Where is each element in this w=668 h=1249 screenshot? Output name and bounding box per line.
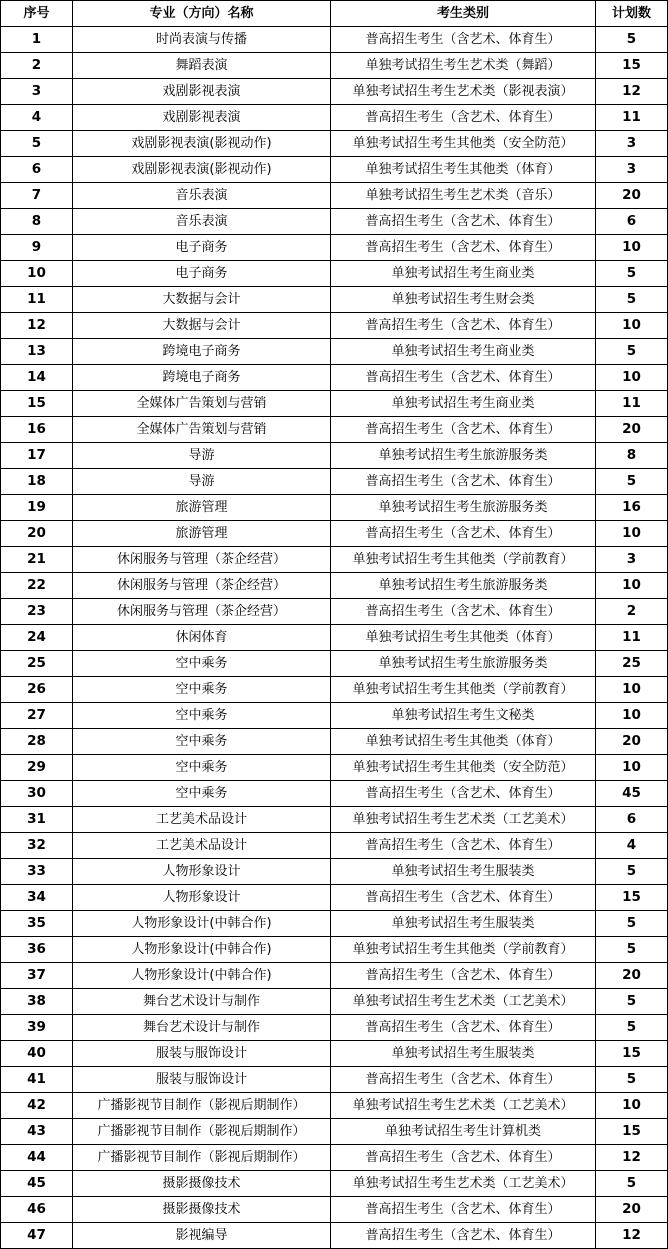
row-plan: 6 bbox=[596, 209, 668, 235]
table-row bbox=[1, 261, 668, 287]
row-major: 工艺美术品设计 bbox=[73, 833, 331, 859]
row-category: 单独考试招生考生其他类（安全防范） bbox=[331, 755, 596, 781]
row-index: 44 bbox=[1, 1145, 73, 1171]
table-row bbox=[1, 937, 668, 963]
row-category: 单独考试招生考生商业类 bbox=[331, 339, 596, 365]
table-row bbox=[1, 521, 668, 547]
row-index: 12 bbox=[1, 313, 73, 339]
table-row bbox=[1, 963, 668, 989]
row-index: 22 bbox=[1, 573, 73, 599]
table-row bbox=[1, 209, 668, 235]
row-category: 单独考试招生考生艺术类（工艺美术） bbox=[331, 989, 596, 1015]
row-major: 跨境电子商务 bbox=[73, 339, 331, 365]
row-plan: 15 bbox=[596, 53, 668, 79]
row-category: 单独考试招生考生艺术类（工艺美术） bbox=[331, 807, 596, 833]
row-plan: 15 bbox=[596, 885, 668, 911]
row-category: 普高招生考生（含艺术、体育生） bbox=[331, 313, 596, 339]
row-plan: 5 bbox=[596, 287, 668, 313]
row-major: 摄影摄像技术 bbox=[73, 1197, 331, 1223]
row-index: 2 bbox=[1, 53, 73, 79]
row-category: 单独考试招生考生旅游服务类 bbox=[331, 495, 596, 521]
table-row bbox=[1, 651, 668, 677]
row-category: 单独考试招生考生艺术类（影视表演） bbox=[331, 79, 596, 105]
table-row bbox=[1, 1171, 668, 1197]
row-major: 人物形象设计 bbox=[73, 859, 331, 885]
row-category: 单独考试招生考生服装类 bbox=[331, 1041, 596, 1067]
row-plan: 5 bbox=[596, 27, 668, 53]
row-category: 普高招生考生（含艺术、体育生） bbox=[331, 521, 596, 547]
row-index: 43 bbox=[1, 1119, 73, 1145]
table-row bbox=[1, 1067, 668, 1093]
table-row bbox=[1, 755, 668, 781]
row-index: 32 bbox=[1, 833, 73, 859]
row-major: 大数据与会计 bbox=[73, 287, 331, 313]
header-index: 序号 bbox=[1, 1, 73, 27]
row-plan: 20 bbox=[596, 183, 668, 209]
row-major: 休闲服务与管理（茶企经营） bbox=[73, 599, 331, 625]
row-category: 单独考试招生考生艺术类（工艺美术） bbox=[331, 1171, 596, 1197]
row-category: 单独考试招生考生其他类（体育） bbox=[331, 157, 596, 183]
row-major: 工艺美术品设计 bbox=[73, 807, 331, 833]
row-category: 单独考试招生考生商业类 bbox=[331, 261, 596, 287]
row-category: 普高招生考生（含艺术、体育生） bbox=[331, 885, 596, 911]
table-row bbox=[1, 703, 668, 729]
row-index: 46 bbox=[1, 1197, 73, 1223]
table-row bbox=[1, 157, 668, 183]
header-plan: 计划数 bbox=[596, 1, 668, 27]
row-major: 全媒体广告策划与营销 bbox=[73, 417, 331, 443]
row-category: 单独考试招生考生商业类 bbox=[331, 391, 596, 417]
table-row bbox=[1, 911, 668, 937]
row-category: 单独考试招生考生其他类（体育） bbox=[331, 729, 596, 755]
row-plan: 20 bbox=[596, 417, 668, 443]
table-row bbox=[1, 989, 668, 1015]
row-major: 舞蹈表演 bbox=[73, 53, 331, 79]
row-plan: 10 bbox=[596, 1093, 668, 1119]
row-major: 旅游管理 bbox=[73, 521, 331, 547]
row-category: 普高招生考生（含艺术、体育生） bbox=[331, 1197, 596, 1223]
row-major: 音乐表演 bbox=[73, 209, 331, 235]
row-plan: 5 bbox=[596, 469, 668, 495]
row-major: 广播影视节目制作（影视后期制作） bbox=[73, 1145, 331, 1171]
row-major: 广播影视节目制作（影视后期制作） bbox=[73, 1093, 331, 1119]
row-index: 45 bbox=[1, 1171, 73, 1197]
row-major: 休闲服务与管理（茶企经营） bbox=[73, 547, 331, 573]
row-plan: 3 bbox=[596, 547, 668, 573]
table-row bbox=[1, 573, 668, 599]
row-index: 28 bbox=[1, 729, 73, 755]
row-category: 普高招生考生（含艺术、体育生） bbox=[331, 235, 596, 261]
table-row bbox=[1, 1015, 668, 1041]
row-major: 电子商务 bbox=[73, 235, 331, 261]
row-index: 18 bbox=[1, 469, 73, 495]
table-row bbox=[1, 885, 668, 911]
row-index: 38 bbox=[1, 989, 73, 1015]
table-row bbox=[1, 1041, 668, 1067]
row-category: 普高招生考生（含艺术、体育生） bbox=[331, 781, 596, 807]
table-row bbox=[1, 53, 668, 79]
table-row bbox=[1, 27, 668, 53]
row-plan: 10 bbox=[596, 365, 668, 391]
row-index: 27 bbox=[1, 703, 73, 729]
row-plan: 15 bbox=[596, 1119, 668, 1145]
row-major: 导游 bbox=[73, 443, 331, 469]
row-plan: 15 bbox=[596, 1041, 668, 1067]
row-plan: 12 bbox=[596, 1145, 668, 1171]
row-index: 7 bbox=[1, 183, 73, 209]
row-plan: 4 bbox=[596, 833, 668, 859]
row-index: 34 bbox=[1, 885, 73, 911]
row-plan: 5 bbox=[596, 937, 668, 963]
table-row bbox=[1, 807, 668, 833]
row-major: 服装与服饰设计 bbox=[73, 1041, 331, 1067]
row-plan: 10 bbox=[596, 573, 668, 599]
row-plan: 3 bbox=[596, 131, 668, 157]
row-index: 4 bbox=[1, 105, 73, 131]
row-category: 单独考试招生考生其他类（学前教育） bbox=[331, 547, 596, 573]
row-category: 普高招生考生（含艺术、体育生） bbox=[331, 469, 596, 495]
row-major: 人物形象设计(中韩合作) bbox=[73, 963, 331, 989]
row-category: 普高招生考生（含艺术、体育生） bbox=[331, 599, 596, 625]
row-plan: 10 bbox=[596, 521, 668, 547]
row-plan: 5 bbox=[596, 1171, 668, 1197]
row-category: 单独考试招生考生旅游服务类 bbox=[331, 443, 596, 469]
row-index: 14 bbox=[1, 365, 73, 391]
row-index: 15 bbox=[1, 391, 73, 417]
row-index: 11 bbox=[1, 287, 73, 313]
table-row bbox=[1, 599, 668, 625]
row-category: 单独考试招生考生艺术类（舞蹈） bbox=[331, 53, 596, 79]
row-major: 休闲体育 bbox=[73, 625, 331, 651]
row-index: 6 bbox=[1, 157, 73, 183]
row-index: 36 bbox=[1, 937, 73, 963]
table-row bbox=[1, 391, 668, 417]
table-row bbox=[1, 183, 668, 209]
table-row bbox=[1, 1223, 668, 1249]
table-row bbox=[1, 625, 668, 651]
row-plan: 10 bbox=[596, 235, 668, 261]
table-row bbox=[1, 547, 668, 573]
row-plan: 11 bbox=[596, 105, 668, 131]
table-row bbox=[1, 79, 668, 105]
row-major: 服装与服饰设计 bbox=[73, 1067, 331, 1093]
row-index: 42 bbox=[1, 1093, 73, 1119]
row-index: 8 bbox=[1, 209, 73, 235]
row-index: 29 bbox=[1, 755, 73, 781]
row-plan: 8 bbox=[596, 443, 668, 469]
table-row bbox=[1, 781, 668, 807]
row-category: 单独考试招生考生其他类（学前教育） bbox=[331, 937, 596, 963]
row-category: 普高招生考生（含艺术、体育生） bbox=[331, 27, 596, 53]
row-category: 单独考试招生考生其他类（学前教育） bbox=[331, 677, 596, 703]
row-major: 空中乘务 bbox=[73, 677, 331, 703]
row-major: 戏剧影视表演(影视动作) bbox=[73, 131, 331, 157]
row-major: 空中乘务 bbox=[73, 755, 331, 781]
table-row bbox=[1, 339, 668, 365]
row-major: 摄影摄像技术 bbox=[73, 1171, 331, 1197]
row-major: 空中乘务 bbox=[73, 781, 331, 807]
header-major: 专业（方向）名称 bbox=[73, 1, 331, 27]
row-plan: 12 bbox=[596, 1223, 668, 1249]
table-row bbox=[1, 1145, 668, 1171]
row-plan: 5 bbox=[596, 261, 668, 287]
row-category: 普高招生考生（含艺术、体育生） bbox=[331, 417, 596, 443]
row-category: 单独考试招生考生艺术类（音乐） bbox=[331, 183, 596, 209]
row-major: 戏剧影视表演 bbox=[73, 79, 331, 105]
table-row bbox=[1, 859, 668, 885]
row-major: 全媒体广告策划与营销 bbox=[73, 391, 331, 417]
row-index: 5 bbox=[1, 131, 73, 157]
row-plan: 10 bbox=[596, 313, 668, 339]
row-index: 19 bbox=[1, 495, 73, 521]
row-index: 17 bbox=[1, 443, 73, 469]
row-plan: 2 bbox=[596, 599, 668, 625]
row-major: 音乐表演 bbox=[73, 183, 331, 209]
row-category: 普高招生考生（含艺术、体育生） bbox=[331, 833, 596, 859]
table-row bbox=[1, 105, 668, 131]
row-index: 3 bbox=[1, 79, 73, 105]
row-category: 普高招生考生（含艺术、体育生） bbox=[331, 1067, 596, 1093]
row-plan: 20 bbox=[596, 729, 668, 755]
row-category: 单独考试招生考生艺术类（工艺美术） bbox=[331, 1093, 596, 1119]
row-plan: 10 bbox=[596, 755, 668, 781]
table-row bbox=[1, 469, 668, 495]
row-major: 戏剧影视表演(影视动作) bbox=[73, 157, 331, 183]
row-index: 20 bbox=[1, 521, 73, 547]
row-index: 23 bbox=[1, 599, 73, 625]
row-index: 1 bbox=[1, 27, 73, 53]
header-category: 考生类别 bbox=[331, 1, 596, 27]
row-major: 人物形象设计(中韩合作) bbox=[73, 937, 331, 963]
row-category: 单独考试招生考生服装类 bbox=[331, 911, 596, 937]
row-major: 时尚表演与传播 bbox=[73, 27, 331, 53]
table-row bbox=[1, 365, 668, 391]
row-category: 普高招生考生（含艺术、体育生） bbox=[331, 1015, 596, 1041]
row-index: 10 bbox=[1, 261, 73, 287]
row-index: 31 bbox=[1, 807, 73, 833]
row-index: 39 bbox=[1, 1015, 73, 1041]
row-index: 26 bbox=[1, 677, 73, 703]
header-row bbox=[1, 1, 668, 27]
row-major: 人物形象设计 bbox=[73, 885, 331, 911]
row-major: 影视编导 bbox=[73, 1223, 331, 1249]
row-plan: 20 bbox=[596, 1197, 668, 1223]
row-index: 16 bbox=[1, 417, 73, 443]
row-plan: 20 bbox=[596, 963, 668, 989]
table-row bbox=[1, 313, 668, 339]
table-row bbox=[1, 417, 668, 443]
row-plan: 6 bbox=[596, 807, 668, 833]
row-major: 跨境电子商务 bbox=[73, 365, 331, 391]
row-plan: 5 bbox=[596, 1015, 668, 1041]
table-row bbox=[1, 1119, 668, 1145]
row-category: 单独考试招生考生财会类 bbox=[331, 287, 596, 313]
row-category: 单独考试招生考生其他类（体育） bbox=[331, 625, 596, 651]
row-major: 空中乘务 bbox=[73, 729, 331, 755]
row-major: 戏剧影视表演 bbox=[73, 105, 331, 131]
row-category: 单独考试招生考生旅游服务类 bbox=[331, 573, 596, 599]
row-category: 普高招生考生（含艺术、体育生） bbox=[331, 963, 596, 989]
row-major: 旅游管理 bbox=[73, 495, 331, 521]
row-category: 普高招生考生（含艺术、体育生） bbox=[331, 365, 596, 391]
row-index: 21 bbox=[1, 547, 73, 573]
row-major: 广播影视节目制作（影视后期制作） bbox=[73, 1119, 331, 1145]
row-category: 普高招生考生（含艺术、体育生） bbox=[331, 1223, 596, 1249]
row-plan: 10 bbox=[596, 677, 668, 703]
row-major: 大数据与会计 bbox=[73, 313, 331, 339]
row-plan: 3 bbox=[596, 157, 668, 183]
row-plan: 11 bbox=[596, 625, 668, 651]
row-plan: 10 bbox=[596, 703, 668, 729]
row-major: 人物形象设计(中韩合作) bbox=[73, 911, 331, 937]
row-major: 空中乘务 bbox=[73, 703, 331, 729]
row-major: 导游 bbox=[73, 469, 331, 495]
row-category: 普高招生考生（含艺术、体育生） bbox=[331, 105, 596, 131]
row-plan: 5 bbox=[596, 989, 668, 1015]
table-row bbox=[1, 495, 668, 521]
row-plan: 5 bbox=[596, 859, 668, 885]
table-row bbox=[1, 729, 668, 755]
row-index: 25 bbox=[1, 651, 73, 677]
row-plan: 12 bbox=[596, 79, 668, 105]
row-index: 41 bbox=[1, 1067, 73, 1093]
row-plan: 45 bbox=[596, 781, 668, 807]
row-plan: 16 bbox=[596, 495, 668, 521]
row-index: 30 bbox=[1, 781, 73, 807]
row-plan: 5 bbox=[596, 339, 668, 365]
row-index: 24 bbox=[1, 625, 73, 651]
row-category: 单独考试招生考生其他类（安全防范） bbox=[331, 131, 596, 157]
table-row bbox=[1, 677, 668, 703]
row-plan: 25 bbox=[596, 651, 668, 677]
table-row bbox=[1, 443, 668, 469]
row-major: 空中乘务 bbox=[73, 651, 331, 677]
row-major: 舞台艺术设计与制作 bbox=[73, 1015, 331, 1041]
table-row bbox=[1, 1093, 668, 1119]
row-index: 13 bbox=[1, 339, 73, 365]
table-row bbox=[1, 287, 668, 313]
row-category: 普高招生考生（含艺术、体育生） bbox=[331, 1145, 596, 1171]
row-category: 单独考试招生考生计算机类 bbox=[331, 1119, 596, 1145]
row-index: 40 bbox=[1, 1041, 73, 1067]
table-row bbox=[1, 833, 668, 859]
row-category: 单独考试招生考生文秘类 bbox=[331, 703, 596, 729]
table-body bbox=[1, 27, 668, 1249]
row-index: 35 bbox=[1, 911, 73, 937]
row-major: 舞台艺术设计与制作 bbox=[73, 989, 331, 1015]
table-row bbox=[1, 235, 668, 261]
table-header bbox=[1, 1, 668, 27]
row-index: 9 bbox=[1, 235, 73, 261]
row-category: 单独考试招生考生旅游服务类 bbox=[331, 651, 596, 677]
table-row bbox=[1, 131, 668, 157]
row-index: 33 bbox=[1, 859, 73, 885]
row-plan: 5 bbox=[596, 1067, 668, 1093]
row-category: 单独考试招生考生服装类 bbox=[331, 859, 596, 885]
row-plan: 11 bbox=[596, 391, 668, 417]
row-category: 普高招生考生（含艺术、体育生） bbox=[331, 209, 596, 235]
table-row bbox=[1, 1197, 668, 1223]
row-major: 休闲服务与管理（茶企经营） bbox=[73, 573, 331, 599]
row-plan: 5 bbox=[596, 911, 668, 937]
row-index: 37 bbox=[1, 963, 73, 989]
row-index: 47 bbox=[1, 1223, 73, 1249]
row-major: 电子商务 bbox=[73, 261, 331, 287]
